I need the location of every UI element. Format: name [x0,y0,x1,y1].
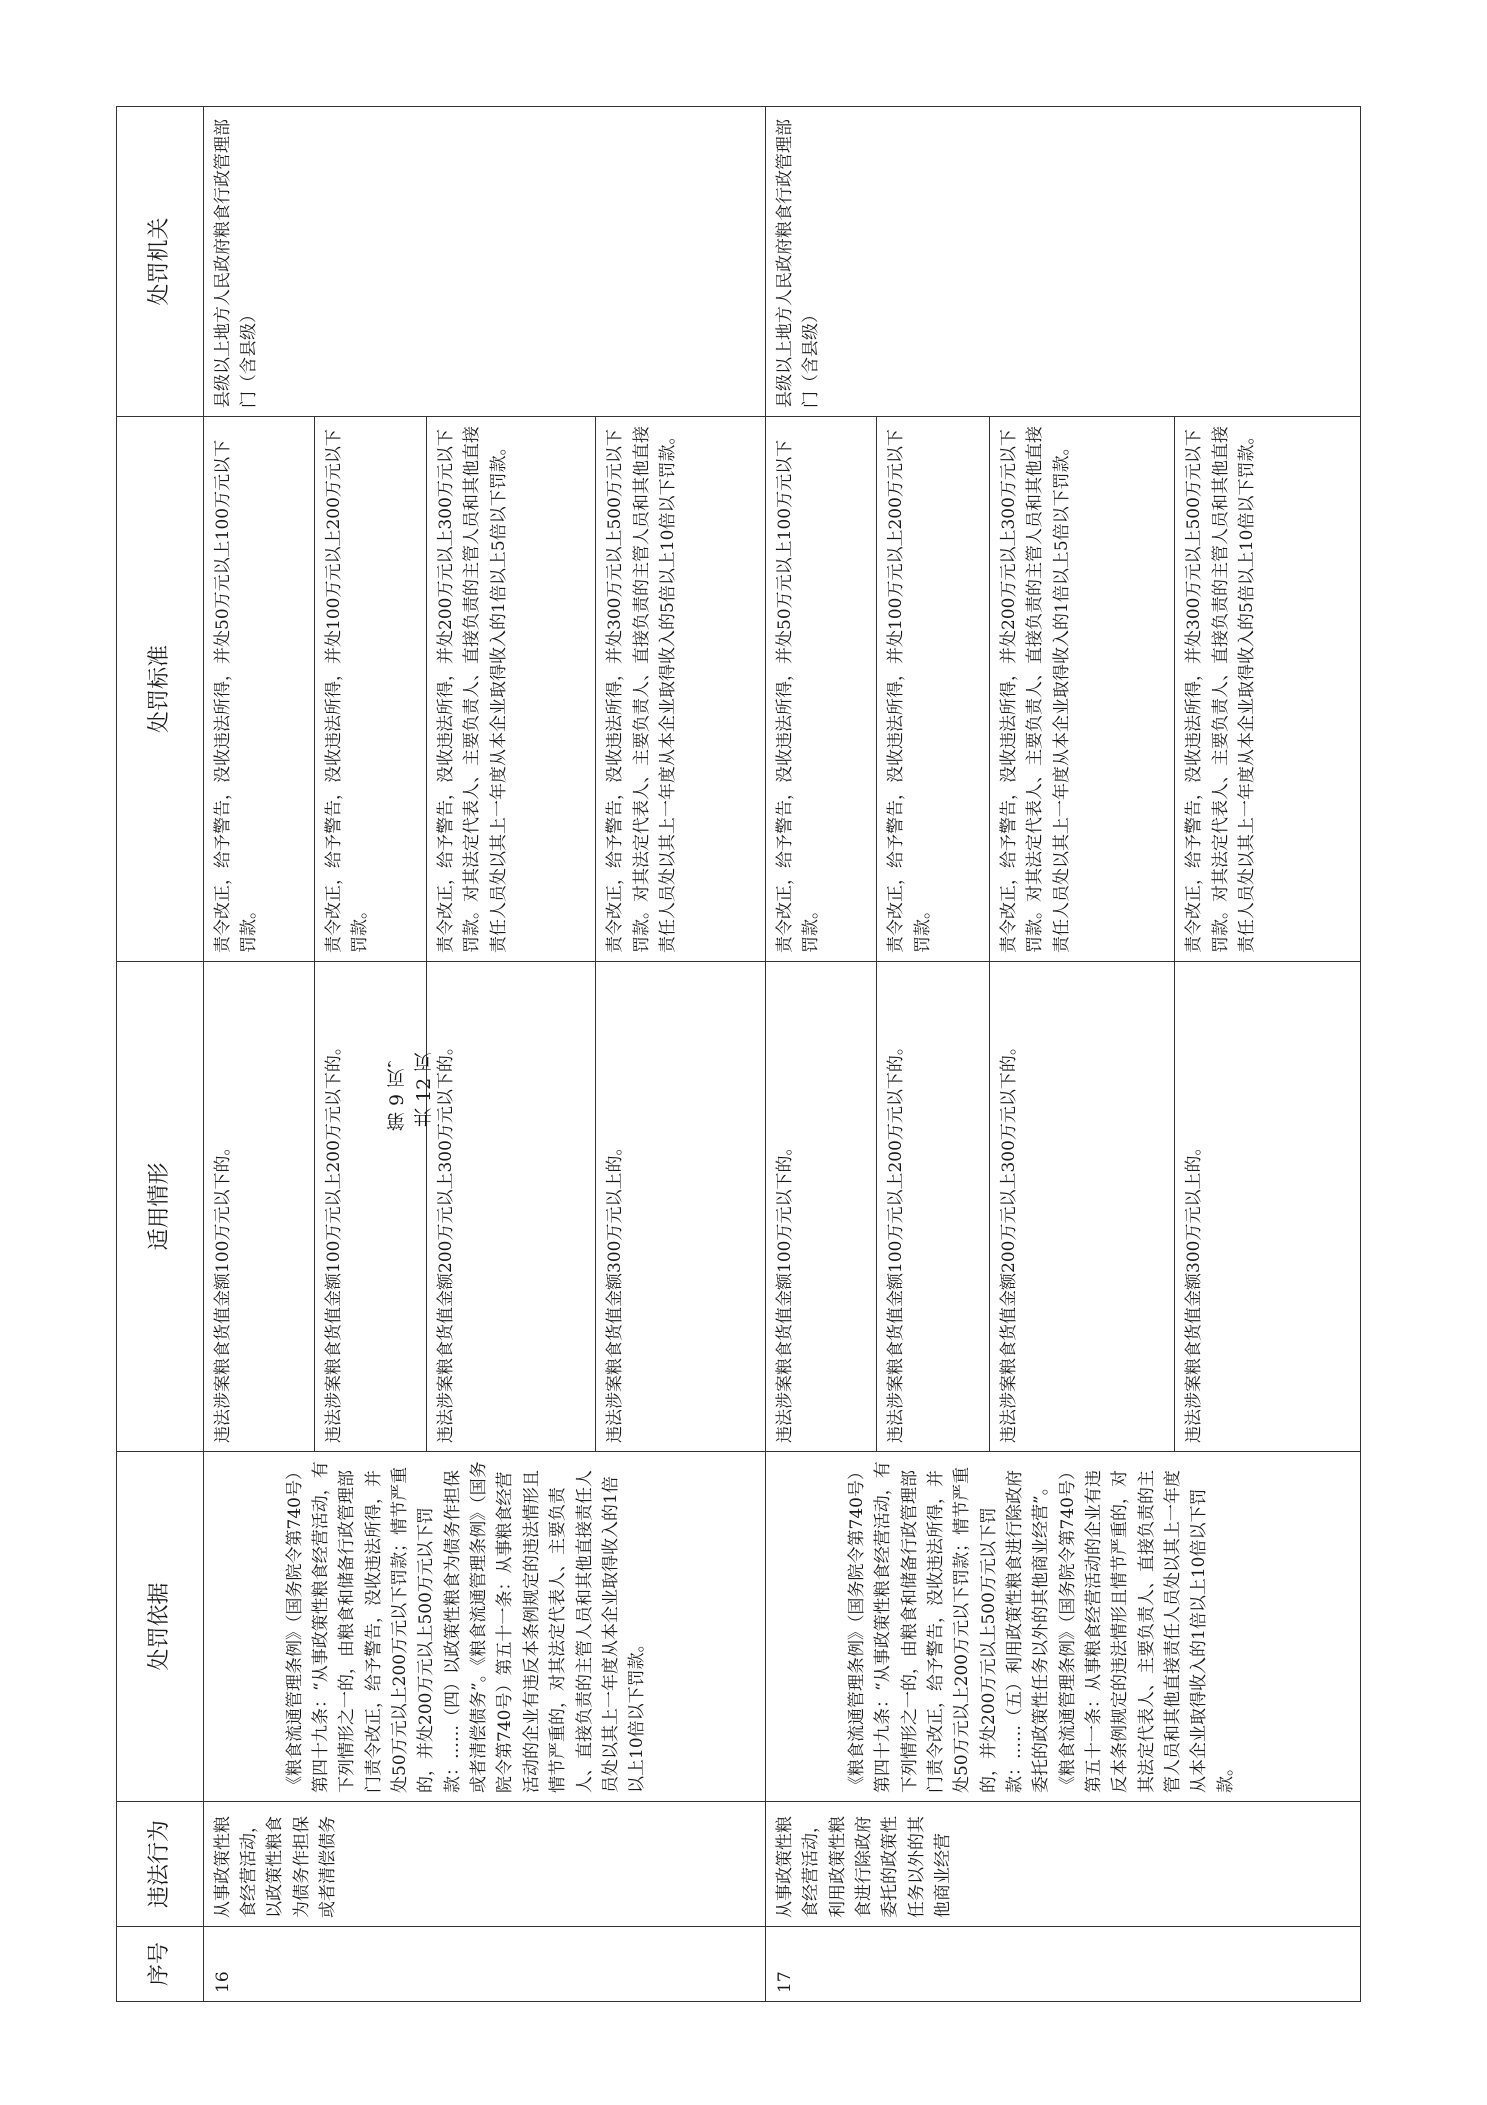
row-violation: 从事政策性粮食经营活动，利用政策性粮食进行除政府委托的政策性任务以外的其他商业经营 [766,1802,1361,1927]
penalty-table [116,106,1361,2002]
row-standard: 责令改正，给予警告，没收违法所得，并处100万元以上200万元以下罚款。 [314,417,426,962]
rotated-page [116,107,1361,2002]
row-standard: 责令改正，给予警告，没收违法所得，并处200万元以上300万元以下罚款。对其法定代表人、主要负责人、直接负责的主管人员和其他直接责任人员处以其上一年度从本企业取得收入的1倍以上5倍以下罚款。 [426,417,596,962]
row-standard: 责令改正，给予警告，没收违法所得，并处50万元以上100万元以下罚款。 [203,417,314,962]
row-authority: 县级以上地方人民政府粮食行政管理部门（含县级） [766,107,1361,417]
table-row [766,107,877,2002]
row-standard: 责令改正，给予警告，没收违法所得，并处200万元以上300万元以下罚款。对其法定代表人、主要负责人、直接负责的主管人员和其他直接责任人员处以其上一年度从本企业取得收入的1倍以上5倍以下罚款。 [989,417,1175,962]
row-situation: 违法涉案粮食货值金额100万元以上200万元以下的。 [314,962,426,1452]
header-basis: 处罚依据 [117,1452,204,1802]
row-authority: 县级以上地方人民政府粮食行政管理部门（含县级） [203,107,765,417]
row-situation: 违法涉案粮食货值金额100万元以上200万元以下的。 [877,962,990,1452]
row-situation: 违法涉案粮食货值金额100万元以下的。 [203,962,314,1452]
row-situation: 违法涉案粮食货值金额100万元以下的。 [766,962,877,1452]
row-basis: 《粮食流通管理条例》（国务院令第740号）第四十九条：“从事政策性粮食经营活动，有下列情形之一的，由粮食和储备行政管理部门责令改正，给予警告，没收违法所得，并处50万元以上200万元以下罚款；情节严重的，并处200万元以上500万元以下罚款：……（五）利用政策性粮食进行除政府委托的政策性任务以外的其他商业经营”。《粮食流通管理条例》（国务院令第740号）第五十一条：从事粮食经营活动的企业有违反本条例规定的违法情形且情节严重的，对其法定代表人、主要负责人、直接负责的主管人员和其他直接责任人员处以其上一年度从本企业取得收入的1倍以上10倍以下罚款。 [766,1452,1361,1802]
header-violation: 违法行为 [117,1802,204,1927]
header-situation: 适用情形 [117,962,204,1452]
row-situation: 违法涉案粮食货值金额200万元以上300万元以下的。 [989,962,1175,1452]
table-row [203,107,314,2002]
row-situation: 违法涉案粮食货值金额200万元以上300万元以下的。 [426,962,596,1452]
row-standard: 责令改正，给予警告，没收违法所得，并处50万元以上100万元以下罚款。 [766,417,877,962]
row-standard: 责令改正，给予警告，没收违法所得，并处300万元以上500万元以下罚款。对其法定代表人、主要负责人、直接负责的主管人员和其他直接责任人员处以其上一年度从本企业取得收入的5倍以上10倍以下罚款。 [1175,417,1361,962]
row-index: 16 [203,1927,765,2002]
header-row [117,107,204,2002]
row-situation: 违法涉案粮食货值金额300万元以上的。 [1175,962,1361,1452]
row-violation: 从事政策性粮食经营活动，以政策性粮食为债务作担保或者清偿债务 [203,1802,765,1927]
row-situation: 违法涉案粮食货值金额300万元以上的。 [596,962,766,1452]
header-authority: 处罚机关 [117,107,204,417]
row-index: 17 [766,1927,1361,2002]
header-index: 序号 [117,1927,204,2002]
row-standard: 责令改正，给予警告，没收违法所得，并处300万元以上500万元以下罚款。对其法定代表人、主要负责人、直接负责的主管人员和其他直接责任人员处以其上一年度从本企业取得收入的5倍以上10倍以下罚款。 [596,417,766,962]
page-number: 第 9 页，共 12 页 [386,1049,435,1131]
row-basis: 《粮食流通管理条例》（国务院令第740号）第四十九条：“从事政策性粮食经营活动，有下列情形之一的，由粮食和储备行政管理部门责令改正，给予警告，没收违法所得，并处50万元以上200万元以下罚款；情节严重的，并处200万元以上500万元以下罚款：……（四）以政策性粮食为债务作担保或者清偿债务”。《粮食流通管理条例》（国务院令第740号）第五十一条：从事粮食经营活动的企业有违反本条例规定的违法情形且情节严重的，对其法定代表人、主要负责人、直接负责的主管人员和其他直接责任人员处以其上一年度从本企业取得收入的1倍以上10倍以下罚款。 [203,1452,765,1802]
row-standard: 责令改正，给予警告，没收违法所得，并处100万元以上200万元以下罚款。 [877,417,990,962]
header-standard: 处罚标准 [117,417,204,962]
